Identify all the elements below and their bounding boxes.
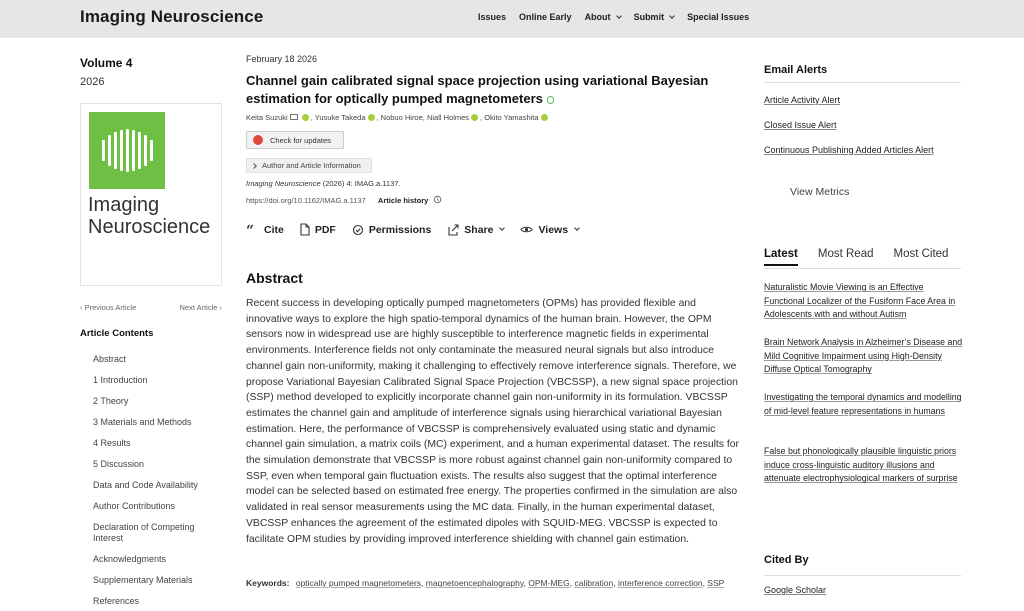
toc-item-abstract[interactable]: Abstract (93, 354, 127, 364)
svg-text:“: “ (246, 224, 255, 235)
chevron-down-icon (574, 225, 580, 231)
toc-item-references[interactable]: References (93, 596, 140, 606)
logo-bar (144, 135, 147, 166)
toc-item-acknowledgments[interactable]: Acknowledgments (93, 554, 167, 564)
toc-item-theory[interactable]: 2 Theory (93, 396, 129, 406)
latest-article-link[interactable] (764, 391, 964, 418)
article-contents (93, 354, 218, 611)
latest-article-link[interactable] (764, 281, 964, 322)
logo-bar (138, 132, 141, 169)
logo-bar (120, 130, 123, 171)
crossmark-icon (253, 135, 263, 145)
author-name[interactable]: Okito Yamashita (484, 113, 539, 122)
journal-cover[interactable] (80, 103, 222, 286)
article-pagination (80, 303, 222, 312)
nav-issues[interactable] (478, 12, 506, 22)
share-button[interactable] (447, 223, 504, 236)
logo-bar (150, 140, 153, 161)
pdf-label: PDF (314, 223, 336, 236)
keyword-link[interactable]: magnetoencephalography (425, 578, 524, 588)
volume-label[interactable]: Volume 4 (80, 56, 133, 70)
orcid-icon[interactable] (541, 114, 548, 121)
tab-latest[interactable]: Latest (764, 248, 798, 266)
pdf-file-icon (300, 223, 310, 236)
nav-special-issues[interactable] (687, 12, 749, 22)
keyword-link[interactable]: interference correction (617, 578, 703, 588)
previous-article-link[interactable]: ‹ Previous Article (80, 303, 137, 312)
cover-title (88, 194, 210, 238)
top-bar (0, 0, 1024, 38)
tab-most-cited[interactable]: Most Cited (893, 248, 949, 260)
permissions-icon (352, 224, 364, 236)
author-info-label: Author and Article Information (262, 161, 361, 170)
views-label: Views (538, 223, 569, 236)
nav-label: Online Early (519, 12, 572, 22)
logo-bar (132, 130, 135, 171)
toc-item-introduction[interactable]: 1 Introduction (93, 375, 148, 385)
latest-article-title: False but phonologically plausible linguistic priors induce cross-linguistic auditory illusions and attenuate electrophysiological markers of surprise (764, 446, 958, 484)
history-icon (433, 195, 442, 204)
keywords-label: Keywords: (246, 578, 290, 588)
nav-label: About (584, 12, 611, 22)
mail-icon[interactable] (290, 114, 298, 120)
latest-article-title: Naturalistic Movie Viewing is an Effective Functional Localizer of the Fusiform Face Area in Adolescents with and without Autism (764, 282, 956, 320)
author-name[interactable]: Niall Holmes (426, 113, 470, 122)
site-logo[interactable]: Imaging Neuroscience (80, 7, 264, 26)
chevron-down-icon (669, 13, 675, 19)
orcid-icon[interactable] (302, 114, 309, 121)
latest-article-title: Brain Network Analysis in Alzheimer’s Disease and Mild Cognitive Impairment using High-Density Diffuse Optical Tomography (764, 337, 963, 375)
toc-heading: Article Contents (80, 328, 154, 339)
check-for-updates-button[interactable] (246, 131, 344, 149)
permissions-button[interactable] (352, 223, 431, 236)
cite-label: Cite (264, 223, 284, 236)
doi-line (246, 195, 442, 205)
toc-item-data-availability[interactable]: Data and Code Availability (93, 480, 198, 490)
view-metrics-link[interactable]: View Metrics (790, 186, 850, 198)
permissions-label: Permissions (368, 223, 432, 236)
nav-label: Special Issues (687, 12, 750, 22)
article-title (246, 72, 726, 108)
check-updates-label: Check for updates (270, 135, 331, 145)
doi-link[interactable]: https://doi.org/10.1162/IMAG.a.1137 (246, 196, 366, 205)
author-name[interactable]: Keita Suzuki (246, 113, 288, 122)
volume-year: 2026 (80, 76, 105, 88)
main-nav (478, 12, 762, 22)
cover-title-line: Imaging (88, 194, 160, 216)
divider (764, 575, 961, 576)
nav-submit[interactable] (634, 12, 675, 22)
pdf-button[interactable] (300, 223, 336, 236)
keyword-link[interactable]: SSP (707, 578, 725, 588)
share-label: Share (464, 223, 494, 236)
nav-label: Submit (633, 12, 665, 22)
eye-icon (520, 225, 533, 234)
toc-item-author-contributions[interactable]: Author Contributions (93, 501, 176, 511)
toc-item-supplementary[interactable]: Supplementary Materials (93, 575, 193, 585)
keywords: Keywords: optically pumped magnetometers, magnetoencephalography, OPM-MEG, calibration, interference correction, SSP (246, 578, 725, 588)
abstract-text: Recent success in developing optically pumped magnetometers (OPMs) has provided flexible and innovative ways to explore the high spatio-temporal dynamics of the human brain. However, the OPM sensors now in widespread use are highly susceptible to interference magnetic fields in experimental environments. Interference fields not only contaminate the measured neural signals but also introduce channel gain non-uniformity, making it challenging to effectively remove interference signals. Therefore, we propose Variational Bayesian Calibrated Signal Space Projection (VBCSSP), a new signal space projection (SSP) method developed to explicitly incorporate channel gain non-uniformity in its formulation. VBCSSP estimates the channel gain and amplitude of interference signals using hierarchical variational Bayesian estimation. Here, the performance of VBCSSP is comprehensively evaluated using static and dynamic channel gain simulation, a matrix coils (MC) experiment, and a human experimental dataset. The results for the simulation demonstrate that VBCSSP is more robust against channel gain non-uniformity compared to SSP, even when temporal gain fluctuation exists. The results also suggest that the optimal interference model can be selected based on estimated free energy. The properties confirmed in the simulation are also validated in real sensor measurements using the MC data. Finally, in the human experimental dataset, VBCSSP enhances the agreement of the estimated dipoles with SQUID-MEG. VBCSSP is expected to facilitate OPM studies by providing improved interference shielding with channel gain estimation. (246, 298, 740, 545)
article-activity-alert-link[interactable]: Article Activity Alert (764, 95, 841, 105)
chevron-right-icon (251, 163, 257, 169)
author-name[interactable]: Yusuke Takeda (314, 113, 366, 122)
keyword-link[interactable]: calibration (574, 578, 614, 588)
history-label: Article history (377, 196, 429, 205)
author-name[interactable]: Nobuo Hiroe (380, 113, 423, 122)
article-list-tabs (764, 248, 968, 266)
chevron-down-icon (500, 225, 506, 231)
logo-bar (126, 129, 129, 172)
logo-bar (108, 135, 111, 166)
article-title-text: Channel gain calibrated signal space projection using variational Bayesian estimation for optically pumped magnetometers (246, 73, 709, 106)
quote-icon (246, 224, 259, 235)
continuous-publishing-alert-link[interactable]: Continuous Publishing Added Articles Alert (764, 145, 934, 155)
citation-line (246, 179, 401, 188)
orcid-icon[interactable] (471, 114, 478, 121)
logo-bar (102, 140, 105, 161)
cover-title-line: Neuroscience (88, 216, 211, 238)
orcid-icon[interactable] (368, 114, 375, 121)
next-article-link[interactable]: Next Article › (179, 303, 222, 312)
latest-article-link[interactable] (764, 336, 964, 377)
latest-article-link[interactable] (764, 445, 964, 486)
author-list: Keita Suzuki , Yusuke Takeda , Nobuo Hiroe, Niall Holmes , Okito Yamashita (246, 113, 550, 122)
nav-label: Issues (478, 12, 507, 22)
author-info-toggle[interactable] (246, 158, 372, 173)
divider (764, 82, 961, 83)
logo-bar (114, 132, 117, 169)
latest-article-title: Investigating the temporal dynamics and modelling of mid-level feature representations in humans (764, 392, 962, 416)
publish-date: February 18 2026 (246, 54, 318, 64)
divider (764, 268, 961, 269)
chevron-down-icon (616, 13, 622, 19)
article-tools (246, 223, 595, 236)
cited-by-heading: Cited By (764, 554, 809, 566)
tab-most-read[interactable]: Most Read (817, 248, 874, 260)
citation-details: (2026) 4: IMAG.a.1137. (320, 179, 401, 188)
open-access-icon (547, 96, 554, 104)
views-button[interactable] (520, 223, 579, 236)
cover-logo-icon (89, 112, 165, 189)
abstract-heading: Abstract (246, 270, 303, 286)
closed-issue-alert-link[interactable]: Closed Issue Alert (764, 120, 837, 130)
toc-item-methods[interactable]: 3 Materials and Methods (93, 417, 192, 427)
cite-button[interactable] (246, 223, 284, 236)
nav-about[interactable] (585, 12, 621, 22)
toc-item-competing-interest[interactable]: Declaration of Competing Interest (93, 522, 195, 543)
keyword-link[interactable]: optically pumped magnetometers (295, 578, 422, 588)
article-history-link[interactable] (378, 196, 443, 205)
keyword-link[interactable]: OPM-MEG (528, 578, 570, 588)
google-scholar-link[interactable]: Google Scholar (764, 585, 827, 595)
email-alerts-heading: Email Alerts (764, 64, 828, 76)
share-icon (447, 224, 459, 236)
toc-item-results[interactable]: 4 Results (93, 438, 131, 448)
toc-item-discussion[interactable]: 5 Discussion (93, 459, 145, 469)
journal-name: Imaging Neuroscience (246, 179, 321, 188)
nav-online-early[interactable] (519, 12, 572, 22)
